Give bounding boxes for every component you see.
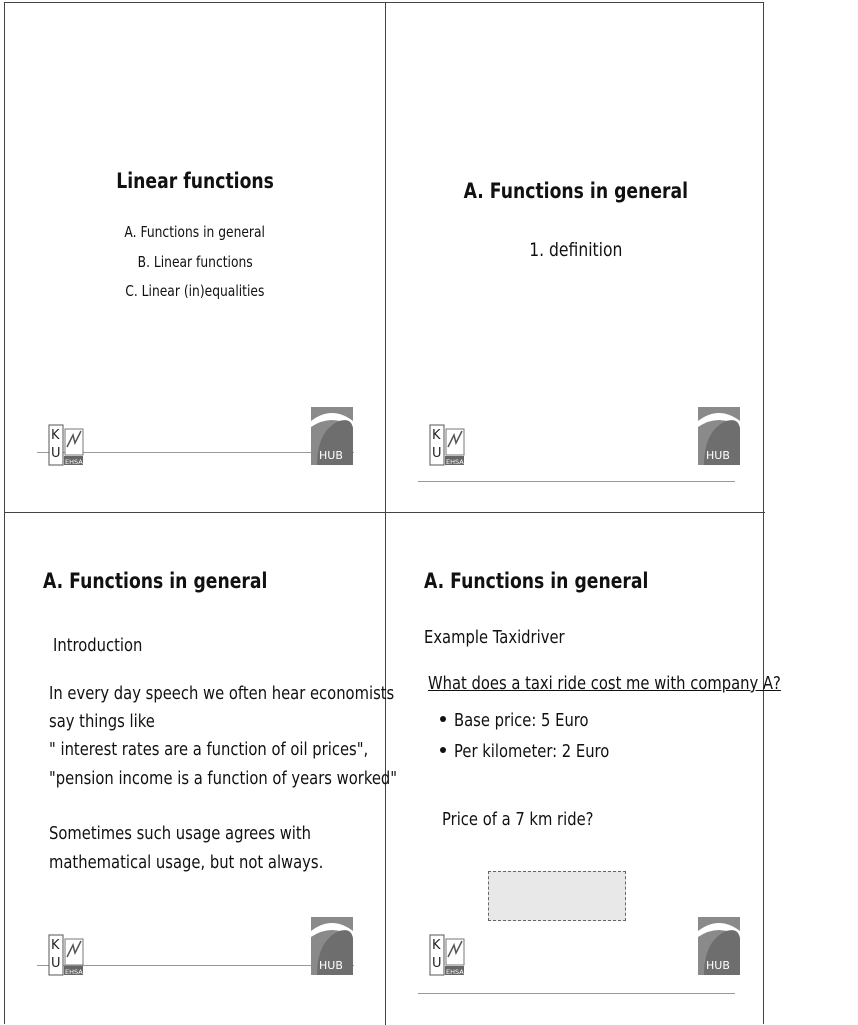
slide-4 bbox=[386, 513, 781, 1022]
slide-3-para1-line1: In every day speech we often hear economists bbox=[49, 683, 395, 704]
slide-3-para1-line4: "pension income is a function of years worked" bbox=[49, 768, 398, 789]
slide-3-intro: Introduction bbox=[53, 635, 143, 656]
svg-text:K: K bbox=[432, 428, 441, 443]
svg-text:U: U bbox=[432, 956, 442, 971]
svg-text:HUB: HUB bbox=[319, 959, 343, 972]
footer-line bbox=[37, 965, 354, 966]
slide-2-title: A. Functions in general bbox=[463, 179, 689, 203]
footer-line bbox=[418, 481, 735, 482]
ku-ehsal-logo bbox=[49, 935, 87, 976]
slide-2 bbox=[386, 3, 766, 512]
slide-3-para1-line2: say things like bbox=[49, 711, 155, 732]
svg-text:HUB: HUB bbox=[706, 959, 730, 972]
svg-text:HUB: HUB bbox=[706, 449, 730, 462]
svg-text:U: U bbox=[51, 956, 61, 971]
slide-3-para2-line1: Sometimes such usage agrees with bbox=[49, 823, 312, 844]
hub-logo bbox=[311, 407, 353, 465]
slide-4-question: What does a taxi ride cost me with company A? bbox=[428, 673, 781, 694]
svg-text:K: K bbox=[432, 938, 441, 953]
answer-box bbox=[488, 871, 626, 921]
slide-1-title: Linear functions bbox=[116, 169, 274, 193]
ku-ehsal-logo bbox=[49, 425, 87, 466]
slide-2-subtitle: 1. definition bbox=[529, 239, 623, 261]
svg-text:K: K bbox=[51, 938, 60, 953]
svg-text:EHSAL: EHSAL bbox=[65, 968, 87, 976]
svg-text:EHSAL: EHSAL bbox=[446, 968, 468, 976]
footer-line bbox=[37, 452, 354, 453]
footer-line bbox=[418, 993, 735, 994]
bullet-icon bbox=[440, 716, 446, 722]
slide-4-bullet-2: Per kilometer: 2 Euro bbox=[440, 741, 643, 762]
svg-text:EHSAL: EHSAL bbox=[65, 458, 87, 466]
svg-text:U: U bbox=[432, 446, 442, 461]
slide-3 bbox=[5, 513, 398, 1022]
handout-page bbox=[4, 2, 781, 1024]
ku-ehsal-logo bbox=[430, 935, 468, 976]
bullet-icon bbox=[440, 747, 446, 753]
slide-1-item-c: C. Linear (in)equalities bbox=[125, 282, 265, 300]
hub-logo bbox=[698, 407, 740, 465]
slide-1-item-b: B. Linear functions bbox=[137, 253, 253, 271]
slide-4-prompt: Price of a 7 km ride? bbox=[442, 809, 594, 830]
svg-text:EHSAL: EHSAL bbox=[446, 458, 468, 466]
hub-logo bbox=[698, 917, 740, 975]
slide-4-bullet-1: Base price: 5 Euro bbox=[440, 710, 618, 731]
slide-4-heading: Example Taxidriver bbox=[424, 627, 565, 648]
slide-1 bbox=[5, 3, 385, 512]
svg-text:U: U bbox=[51, 446, 61, 461]
svg-text:K: K bbox=[51, 428, 60, 443]
slide-3-para2-line2: mathematical usage, but not always. bbox=[49, 852, 324, 873]
svg-text:HUB: HUB bbox=[319, 449, 343, 462]
slide-3-title: A. Functions in general bbox=[43, 569, 268, 593]
hub-logo bbox=[311, 917, 353, 975]
slide-1-item-a: A. Functions in general bbox=[124, 223, 266, 241]
ku-ehsal-logo bbox=[430, 425, 468, 466]
slide-4-title: A. Functions in general bbox=[424, 569, 649, 593]
slide-3-para1-line3: " interest rates are a function of oil prices", bbox=[49, 739, 369, 760]
